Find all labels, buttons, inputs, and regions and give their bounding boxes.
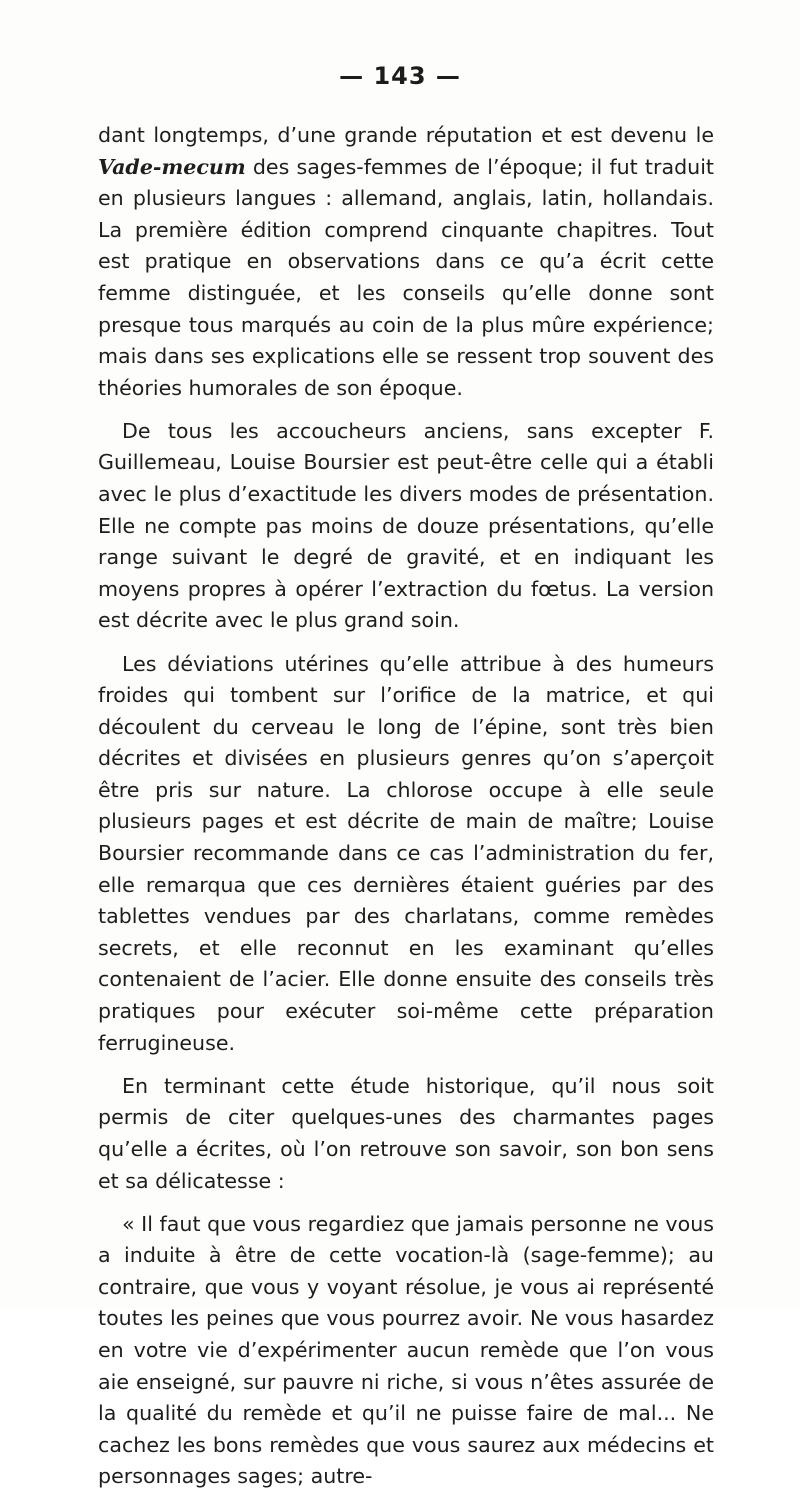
paragraph-2: De tous les accoucheurs anciens, sans excepter F. Guillemeau, Louise Boursier est peut-être celle qui a établi avec le plus d’exactitude les divers modes de présentation. Elle ne compte pas moins de douze présentations, qu’elle range suivant le degré de gravité, et en indiquant les moyens propres à opérer l’extraction du fœtus. La version est décrite avec le plus grand soin.: [98, 418, 714, 633]
body-text: [98, 120, 714, 1504]
vade-mecum-italic: Vade-mecum: [98, 154, 246, 179]
paragraph-1: [98, 120, 714, 404]
paragraph-3: Les déviations utérines qu’elle attribue à des humeurs froides qui tombent sur l’orifice de la matrice, et qui découlent du cerveau le long de l’épine, sont très bien décrites et divisées en plusieurs genres qu’on s’aperçoit être pris sur nature. La chlorose occupe à elle seule plusieurs pages et est décrite de main de maître; Louise Boursier recommande dans ce cas l’administration du fer, elle remarqua que ces dernières étaient guéries par des tablettes vendues par des charlatans, comme remèdes secrets, et elle reconnut en les examinant qu’elles contenaient de l’acier. Elle donne ensuite des conseils très pratiques pour exécuter soi-même cette préparation ferrugineuse.: [98, 651, 714, 1055]
paragraph-1-lead: dant longtemps, d’une grande réputation et est devenu le: [98, 123, 714, 147]
paragraph-1-rest: des sages-femmes de l’époque; il fut traduit en plusieurs langues : allemand, anglais, latin, hollandais. La première édition comprend cinquante chapitres. Tout est pratique en observations dans ce qu’a écrit cette femme distinguée, et les conseils qu’elle donne sont presque tous marqués au coin de la plus mûre expérience; mais dans ses explications elle se ressent trop souvent des théories humorales de son époque.: [98, 154, 714, 400]
page-number: — 143 —: [339, 62, 461, 90]
paragraph-5: « Il faut que vous regardiez que jamais personne ne vous a induite à être de cette vocation-là (sage-femme); au contraire, que vous y voyant résolue, je vous ai représenté toutes les peines que vous pourrez avoir. Ne vous hasardez en votre vie d’expérimenter aucun remède que l’on vous aie enseigné, sur pauvre ni riche, si vous n’êtes assurée de la qualité du remède et qu’il ne puisse faire de mal... Ne cachez les bons remèdes que vous saurez aux médecins et personnages sages; autre-: [98, 1211, 714, 1489]
paragraph-4: En terminant cette étude historique, qu’il nous soit permis de citer quelques-unes des charmantes pages qu’elle a écrites, où l’on retrouve son savoir, son bon sens et sa délicatesse :: [98, 1073, 714, 1193]
